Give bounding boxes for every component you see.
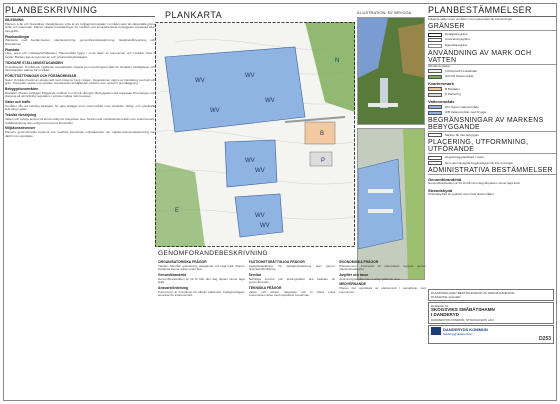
genomforande-text: Tidplan. Samråd, granskning, antagande och laga kraft. Planen beräknas kunna antas under året.	[158, 263, 245, 272]
legend-swatch	[428, 161, 442, 165]
genomforande-columns	[158, 259, 426, 298]
bestammelse-heading: ADMINISTRATIVA BESTÄMMELSER	[428, 167, 556, 175]
legend-row	[428, 111, 556, 115]
legend-text: Marken får inte bebyggas	[445, 132, 479, 137]
org-logo-row	[431, 327, 551, 336]
map-label: P	[321, 158, 326, 164]
map-label: N	[335, 58, 340, 64]
map-label: WV	[265, 98, 275, 104]
bestammelse-heading: ANVÄNDNING AV MARK OCH VATTEN	[428, 50, 556, 65]
admin-text: Genomförandetiden är 10 år från den dag då planen vinner laga kraft	[428, 181, 520, 186]
genomforande-heading: Servitut	[248, 273, 262, 278]
legend-swatch	[428, 111, 442, 115]
section-text: Vatten och avlopp ansluts till kommunalt nät. Dagvatten ska i första hand omhändertas lokalt inom kvartersmark. Avfallshantering sker enligt kommunens föreskrifter.	[5, 116, 155, 125]
planbeskrivning-sections	[5, 19, 155, 138]
section-heading: Planhandlingar	[5, 34, 30, 39]
legend-swatch	[428, 133, 442, 137]
water-area-north	[165, 47, 305, 132]
planbeskrivning-column	[5, 5, 155, 399]
section-text: Planens genomförande bedöms inte medföra betydande miljöpåverkan. En miljökonsekvensbeskrivning har därför inte upprättats.	[5, 129, 155, 138]
legend-text: NATUR Naturområde	[445, 74, 474, 79]
section-heading: FÖRUTSÄTTNINGAR OCH FÖRÄNDRINGAR	[5, 74, 77, 78]
genomforande-heading: Avgifter och taxor	[339, 273, 369, 278]
title-block	[428, 288, 554, 398]
legend-text: B Bostäder	[445, 86, 460, 91]
genomforande-heading: ORGANISATORISKA FRÅGOR	[158, 260, 207, 264]
plan-place: DANDERYDS KOMMUN, STOCKHOLMS LÄN	[431, 317, 494, 322]
genomforande-column	[158, 259, 245, 298]
map-label: WV	[245, 158, 255, 164]
kommun-logo-icon	[431, 327, 441, 335]
legend-swatch	[428, 38, 442, 42]
legend-row	[428, 133, 556, 137]
illustration-aerial	[357, 17, 425, 125]
bestammelse-heading: PLACERING, UTFORMNING, UTFÖRANDE	[428, 139, 556, 154]
illustration-title: ILLUSTRATION: NY BRYGGA	[357, 10, 412, 15]
planbeskrivning-title: PLANBESKRIVNING	[5, 5, 155, 17]
legend-text: Detaljplanegräns	[445, 31, 468, 36]
plan-name-2: I DANDERYD	[431, 311, 459, 317]
genomforande-column	[249, 259, 336, 298]
legend-row	[428, 33, 556, 37]
section-text: Översiktsplan. Området är i gällande översiktsplan utpekat som utredningsområde för bostäder. Detaljplaner och förordnanden saknas för området.	[5, 64, 155, 73]
plan-kind: Detaljplan för	[431, 304, 449, 308]
admin-heading: Strandskydd	[428, 187, 453, 193]
plankarta-title: PLANKARTA	[165, 10, 223, 20]
genomforande-text: Befintliga servitut och ledningsrätter ska beaktas vid genomförandet.	[248, 276, 336, 285]
genomforande-text: Genomförandetiden är 10 år från den dag planen vinner laga kraft.	[158, 276, 245, 285]
legend-text: Egenskapsgräns	[445, 42, 468, 47]
genomforande-heading: EKONOMISKA FRÅGOR	[339, 260, 379, 264]
legend-text: LOKALGATA Lokaltrafik	[445, 68, 477, 73]
map-label: WV	[245, 73, 255, 79]
legend-swatch	[428, 93, 442, 97]
legend-row	[428, 105, 556, 109]
legend-row	[428, 93, 556, 97]
bestammelse-subheading: Vattenområde	[428, 98, 455, 104]
planbestammelser-title: PLANBESTÄMMELSER	[428, 5, 556, 17]
section-text: Området nås via befintlig lokalgata. Ny gata anläggs inom planområdet med vändplan. Gång- och cykeltrafik leds längs gatan.	[5, 103, 155, 112]
genomforande-text: Planen har upprättats av plankonsult i samarbete med kommunen.	[339, 285, 426, 294]
legend-text: Den sammanlagda byggnadsytan får inte överstiga	[445, 160, 513, 165]
section-text: Plankarta med bestämmelser, planbeskrivning, genomförandebeskrivning, fastighetsförteckning och illustrationer.	[5, 38, 155, 47]
aerial-photo	[358, 18, 425, 125]
bestammelse-subheading: Allmänna platser	[428, 63, 451, 68]
genomforande-heading: TEKNISKA FRÅGOR	[248, 286, 282, 291]
administrativa-bestammelser	[428, 177, 556, 196]
org-dept: Stadsbyggnadskontoret	[443, 331, 473, 336]
plan-note-line1: PLANFÖRSLAGET BESTÅR ENDAST AV DENNA HANDLING	[431, 291, 515, 295]
plan-note	[428, 289, 554, 301]
section-text: Läge, areal och markägoförhållanden. Planområdet ligger i norra delen av kommunen och omfattar cirka 2 hektar. Marken ägs av kommunen och privata fastighetsägare.	[5, 51, 155, 60]
legend-text: P Parkering	[445, 92, 461, 97]
sheet-number: D253	[539, 335, 551, 342]
legend-text: Högsta byggnadshöjd i meter	[445, 155, 485, 160]
genomforande-heading: FASTIGHETSRÄTTSLIGA FRÅGOR	[248, 260, 305, 264]
admin-text: Strandskyddet är upphävt inom hela planområdet	[428, 191, 494, 196]
legend-swatch	[428, 44, 442, 48]
legend-swatch	[428, 69, 442, 73]
org-name: DANDERYDS KOMMUN	[443, 326, 488, 332]
map-label: B	[320, 131, 325, 137]
plankarta-map[interactable]	[155, 22, 355, 247]
legend-swatch	[428, 33, 442, 37]
genomforande-title: GENOMFÖRANDEBESKRIVNING	[158, 250, 268, 257]
legend-row	[428, 87, 556, 91]
legend-swatch	[428, 105, 442, 109]
genomforande-text: Anslutningsavgifter tas ut enligt gällande taxa.	[339, 276, 401, 281]
section-text: Planens syfte och huvuddrag. Detaljplanens syfte är att möjliggöra bostäder i området samt att säkerställa gröna stråk och naturmark. Planen skapar förutsättningar för småhus och kompletterande bebyggelse anpassad efter topografin.	[5, 21, 155, 34]
bestammelse-heading: GRÄNSER	[428, 23, 556, 31]
genomforande-column	[339, 259, 426, 298]
legend-swatch	[428, 75, 442, 79]
genomforande-text: Kommunen är huvudman för allmän platsmark. Fastighetsägare ansvarar för kvartersmark.	[158, 289, 245, 298]
genomforande-heading: Ansvarsfördelning	[158, 286, 188, 291]
legend-row	[428, 69, 556, 73]
map-label: WV	[255, 168, 265, 174]
section-heading: TIDIGARE STÄLLNINGSTAGANDEN	[5, 60, 63, 65]
genomforande-text: Fastighetsbildning. Ny fastighetsindelning sker genom lantmäteriförrättning.	[248, 263, 336, 272]
legend-row	[428, 44, 556, 48]
section-heading: INLEDNING	[5, 18, 24, 22]
section-heading: Bebyggelseområden	[5, 87, 39, 92]
genomforande-heading: MEDVERKANDE	[339, 282, 366, 287]
bestammelse-subheading: Kvartersmark	[428, 80, 454, 86]
genomforande-heading: Genomförandetid	[158, 273, 187, 278]
planbestammelser-subtitle: Följande gäller inom områden med nedanstående beteckningar	[428, 17, 513, 21]
legend-swatch	[428, 87, 442, 91]
map-label: WV	[255, 213, 265, 219]
genomforande-text: Planekonomi. Kostnader för planarbetet regleras genom plankostnadsavtal.	[339, 263, 426, 272]
legend-swatch	[428, 156, 442, 160]
planbestammelser-groups	[428, 23, 556, 175]
genomforande-section	[158, 250, 426, 398]
map-label: WV	[195, 78, 205, 84]
legend-row	[428, 75, 556, 79]
legend-text: Användningsgräns	[445, 37, 470, 42]
genomforande-text: Vatten och avlopp, dagvatten och el utförs enligt överenskommelse med respektive huvudman.	[248, 289, 336, 298]
legend-text: WV Öppen vattenområde	[445, 104, 479, 109]
section-heading: Gator och trafik	[5, 100, 31, 105]
section-heading: Miljökonsekvenser	[5, 126, 36, 131]
legend-row	[428, 38, 556, 42]
section-text: Natur. Området består av skogsmark med inslag av berg i dagen. Vegetationen utgörs av blandskog med tall och gran. Topografin sluttar mot sydväst. Geotekniska förhållanden bedöms som goda för grundläggning.	[5, 77, 155, 86]
plan-name-1: SKOGSVIKS SMÅBÅTSHAMN	[431, 307, 495, 312]
legend-text: WB Vattenområde med brygga	[445, 110, 486, 115]
map-label: WV	[260, 223, 270, 229]
admin-heading: Genomförandetid	[428, 177, 462, 183]
plan-name-box	[428, 302, 554, 324]
plan-note-line2: PLANAVTAL GÄLLER	[431, 295, 461, 299]
section-heading: Plandata	[5, 47, 20, 52]
bestammelse-heading: BEGRÄNSNINGAR AV MARKENS BEBYGGANDE	[428, 117, 556, 132]
map-label: WV	[210, 108, 220, 114]
org-box	[428, 325, 554, 344]
legend-row	[428, 161, 556, 165]
map-label: E	[175, 208, 180, 214]
section-text: Bostäder. Planen möjliggör friliggande småhus i en till två våningar. Bebyggelsen ska anpassas till terrängen och placeras så att befintlig vegetation i största möjliga mån bevaras.	[5, 90, 155, 99]
legend-row	[428, 156, 556, 160]
section-heading: Teknisk försörjning	[5, 113, 37, 118]
